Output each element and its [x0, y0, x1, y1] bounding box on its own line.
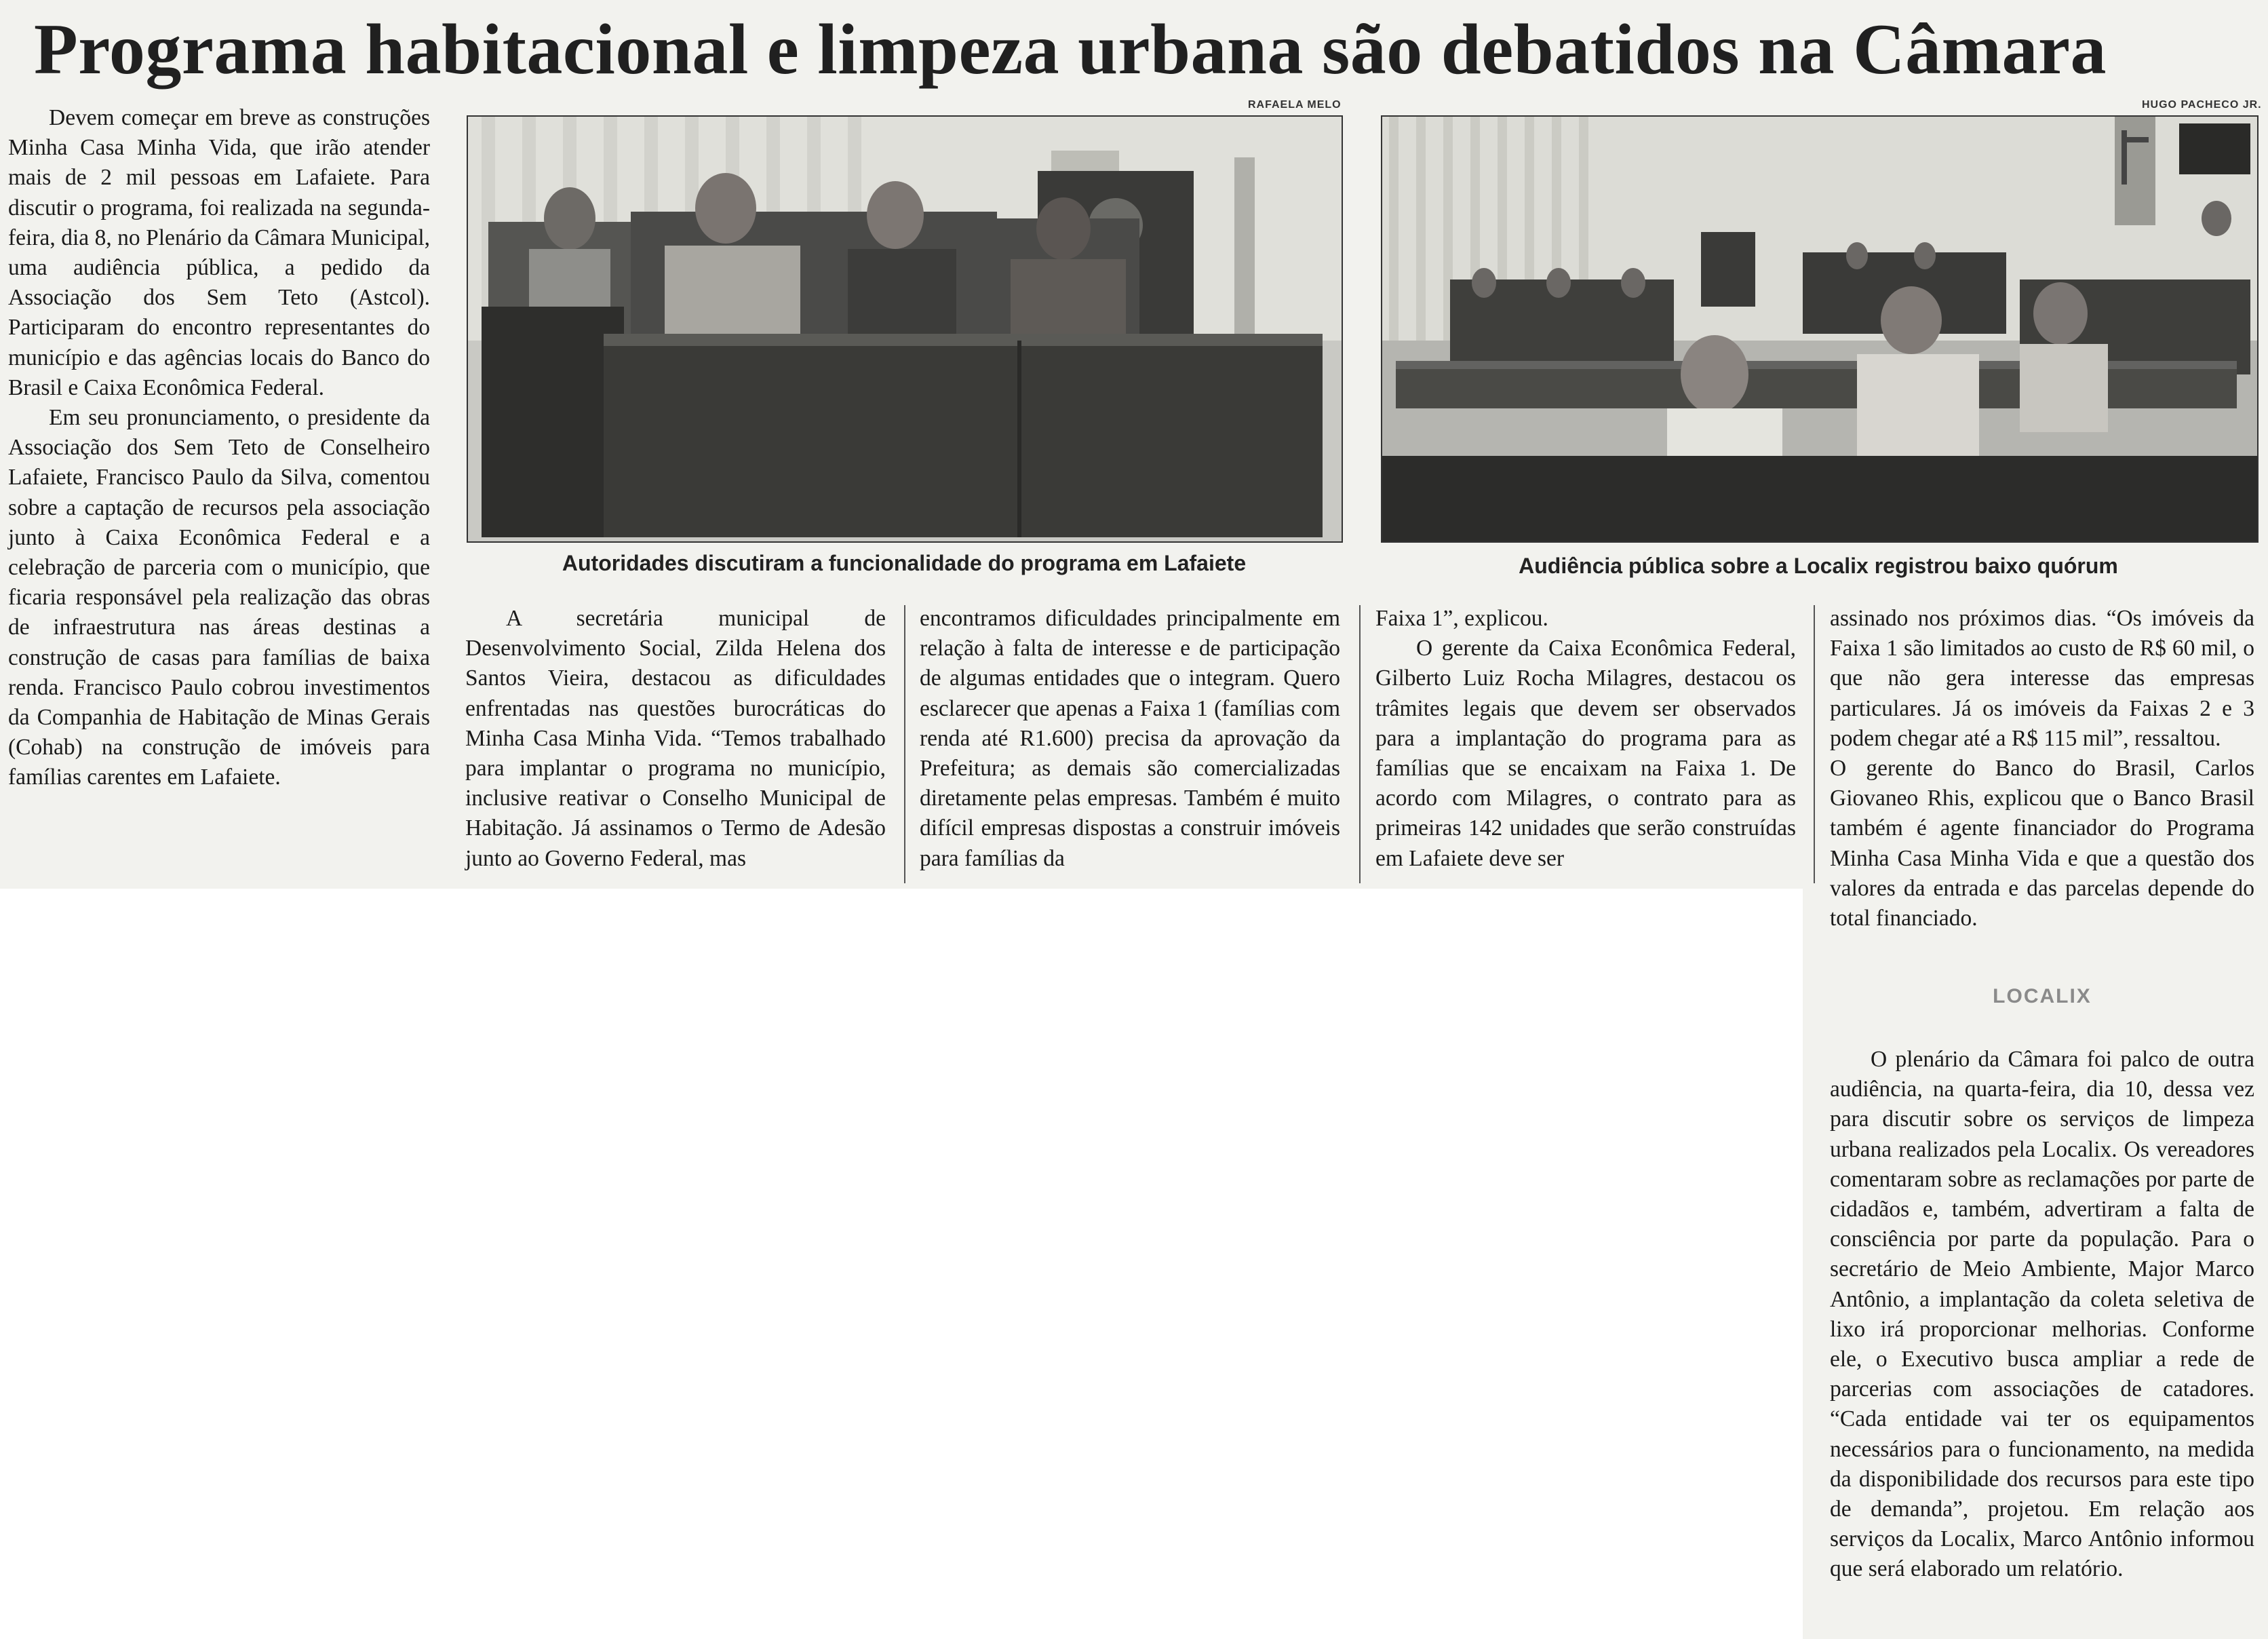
paragraph: A secretária municipal de Desenvolvimento Social, Zilda Helena dos Santos Vieira, destacou as dificuldades enfrentadas nas questões burocráticas do Minha Casa Minha Vida. “Temos trabalhado para implantar o programa no município, inclusive reativar o Conselho Municipal de Habitação. Já assinamos o Termo de Adesão junto ao Governo Federal, mas	[465, 606, 886, 871]
column-rule	[904, 605, 905, 883]
column-2	[465, 604, 886, 874]
photo-caption: Audiência pública sobre a Localix registrou baixo quórum	[1519, 554, 2118, 578]
paragraph: O plenário da Câmara foi palco de outra audiência, na quarta-feira, dia 10, dessa vez para discutir sobre os serviços de limpeza urbana realizados pela Localix. Os vereadores comentaram sobre as reclamações por parte de cidadãos e, também, advertiram a falta de consciência por parte da população. Para o secretário de Meio Ambiente, Major Marco Antônio, a implantação da coleta seletiva de lixo irá proporcionar melhorias. Conforme ele, o Executivo busca ampliar a rede de parcerias com associações de catadores. “Cada entidade vai ter os equipamentos necessários para o funcionamento, na medida da disponibilidade dos recursos para este tipo de demanda”, projetou. Em relação aos serviços da Localix, Marco Antônio informou que será elaborado um relatório.	[1830, 1047, 2254, 1582]
column-3	[920, 604, 1340, 874]
paragraph: O gerente da Caixa Econômica Federal, Gilberto Luiz Rocha Milagres, destacou os trâmites legais que devem ser observados para a implantação do programa para as famílias que se encaixam na Faixa 1. De acordo com Milagres, o contrato para as primeiras 142 unidades que serão construídas em Lafaiete deve ser	[1375, 636, 1796, 871]
paragraph: O gerente do Banco do Brasil, Carlos Giovaneo Rhis, explicou que o Banco Brasil também é agente financiador do Programa Minha Casa Minha Vida e que a questão dos valores da entrada e das parcelas depende do total financiado.	[1830, 756, 2254, 931]
paragraph: assinado nos próximos dias. “Os imóveis da Faixa 1 são limitados ao custo de R$ 60 mil, o que não gera interesse das empresas particulares. Já os imóveis da Faixas 2 e 3 podem chegar até a R$ 115 mil”, ressaltou.	[1830, 606, 2254, 751]
paragraph: encontramos dificuldades principalmente em relação à falta de interesse e de participação de algumas entidades que o integram. Quero esclarecer que apenas a Faixa 1 (famílias com renda até R1.600) precisa da aprovação da Prefeitura; as demais são comercializadas diretamente pelas empresas. Também é muito difícil empresas dispostas a construir imóveis para famílias da	[920, 606, 1340, 871]
paragraph: Faixa 1”, explicou.	[1375, 606, 1548, 631]
photo-credit: HUGO PACHECO JR.	[2142, 99, 2262, 111]
column-rule	[1359, 605, 1361, 883]
paragraph: Devem começar em breve as construções Minha Casa Minha Vida, que irão atender mais de 2 mil pessoas em Lafaiete. Para discutir o programa, foi realizada na segunda-feira, dia 8, no Plenário da Câmara Municipal, uma audiência pública, a pedido da Associação dos Sem Teto (Astcol). Participaram do encontro representantes do município e das agências locais do Banco do Brasil e Caixa Econômica Federal.	[8, 105, 430, 400]
photo-authorities	[467, 115, 1343, 543]
photo-localix-image	[1382, 117, 2257, 541]
column-rule	[1814, 605, 1815, 883]
photo-localix-hearing	[1381, 115, 2259, 543]
paragraph: Em seu pronunciamento, o presidente da Associação dos Sem Teto de Conselheiro Lafaiete, Francisco Paulo da Silva, comentou sobre a captação de recursos pela associação junto à Caixa Econômica Federal e a celebração de parceria com o município, que ficaria responsável pela realização das obras de infraestrutura nas áreas destinas a construção de casas para famílias de baixa renda. Francisco Paulo cobrou investimentos da Companhia de Habitação de Minas Gerais (Cohab) na construção de imóveis para famílias carentes em Lafaiete.	[8, 405, 430, 790]
column-4	[1375, 604, 1796, 874]
section-subhead: LOCALIX	[1993, 985, 2092, 1007]
column-5	[1830, 604, 2254, 933]
photo-authorities-image	[468, 117, 1342, 541]
column-6	[1830, 1045, 2254, 1585]
headline: Programa habitacional e limpeza urbana são debatidos na Câmara	[34, 9, 2107, 89]
photo-credit: RAFAELA MELO	[1248, 99, 1342, 111]
photo-caption: Autoridades discutiram a funcionalidade do programa em Lafaiete	[562, 551, 1247, 575]
column-1	[8, 103, 430, 793]
